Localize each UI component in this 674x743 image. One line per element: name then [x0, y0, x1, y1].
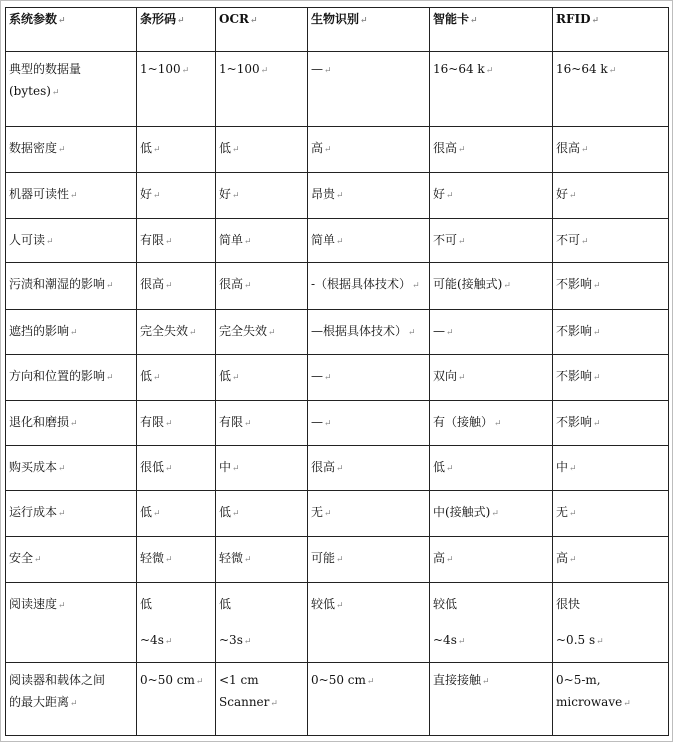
cell-text: 低 — [219, 597, 232, 611]
cell-text: -（根据具体技术） — [311, 277, 412, 291]
cell-text: 不影响 — [556, 324, 593, 338]
paragraph-mark-icon: ↵ — [324, 145, 332, 155]
paragraph-mark-icon: ↵ — [446, 464, 454, 474]
table-cell — [137, 310, 216, 355]
table-cell — [553, 52, 669, 127]
cell-text: Scanner — [219, 695, 270, 709]
table-body — [6, 52, 669, 736]
cell-text: — — [311, 62, 323, 76]
cell-text: 中(接触式) — [433, 505, 491, 519]
paragraph-mark-icon: ↵ — [270, 699, 278, 709]
table-header — [6, 8, 669, 52]
row-label-cell — [6, 310, 137, 355]
cell-text: 很高 — [556, 141, 581, 155]
table-row — [6, 446, 669, 491]
table-cell — [308, 263, 430, 310]
table-cell — [553, 263, 669, 310]
cell-text: 无 — [556, 505, 569, 519]
paragraph-mark-icon: ↵ — [324, 509, 332, 519]
table-row — [6, 173, 669, 219]
paragraph-mark-icon: ↵ — [485, 66, 494, 76]
paragraph-mark-icon: ↵ — [243, 637, 252, 647]
paragraph-mark-icon: ↵ — [458, 237, 466, 247]
paragraph-mark-icon: ↵ — [593, 419, 601, 429]
paragraph-mark-icon: ↵ — [593, 373, 601, 383]
table-row — [6, 401, 669, 446]
row-label-cell — [6, 355, 137, 401]
paragraph-mark-icon: ↵ — [446, 555, 454, 565]
cell-text: 双向 — [433, 369, 458, 383]
table-cell — [137, 663, 216, 736]
cell-text: 16~64 k — [433, 62, 485, 76]
header-row — [6, 8, 669, 52]
table-cell — [553, 663, 669, 736]
cell-text: 轻微 — [140, 551, 165, 565]
paragraph-mark-icon: ↵ — [324, 373, 332, 383]
cell-text: 高 — [556, 551, 569, 565]
table-cell — [553, 173, 669, 219]
paragraph-mark-icon: ↵ — [408, 328, 416, 338]
cell-text: 退化和磨损 — [9, 415, 70, 429]
cell-text: — — [311, 415, 323, 429]
cell-text: 很高 — [140, 277, 165, 291]
row-label-cell — [6, 663, 137, 736]
paragraph-mark-icon: ↵ — [70, 419, 78, 429]
table-cell — [553, 127, 669, 173]
cell-text: 数据密度 — [9, 141, 58, 155]
table-cell — [430, 663, 553, 736]
cell-text: 可能 — [311, 551, 336, 565]
table-row — [6, 355, 669, 401]
cell-text: 不可 — [433, 233, 458, 247]
table-cell — [553, 310, 669, 355]
cell-text: 直接接触 — [433, 673, 482, 687]
cell-text: 低 — [219, 505, 232, 519]
cell-text: 阅读器和载体之间 — [9, 673, 106, 687]
paragraph-mark-icon: ↵ — [569, 464, 577, 474]
header-cell: 智能卡↵ — [430, 8, 553, 52]
comparison-table — [5, 7, 669, 736]
cell-text: 遮挡的影响 — [9, 324, 70, 338]
cell-text: 可能(接触式) — [433, 277, 503, 291]
paragraph-mark-icon: ↵ — [336, 237, 344, 247]
table-cell — [216, 173, 308, 219]
table-cell — [308, 537, 430, 583]
paragraph-mark-icon: ↵ — [153, 509, 161, 519]
table-cell — [137, 446, 216, 491]
paragraph-mark-icon: ↵ — [260, 66, 269, 76]
table-row — [6, 52, 669, 127]
cell-text: 运行成本 — [9, 505, 58, 519]
paragraph-mark-icon: ↵ — [58, 601, 66, 611]
table-cell — [308, 491, 430, 537]
cell-text: 有限 — [140, 415, 165, 429]
cell-text: 有限 — [140, 233, 165, 247]
row-label-cell — [6, 537, 137, 583]
table-row — [6, 310, 669, 355]
cell-text: 昂贵 — [311, 187, 336, 201]
paragraph-mark-icon: ↵ — [569, 191, 577, 201]
header-cell: 生物识别↵ — [308, 8, 430, 52]
cell-text: 较低 — [311, 597, 336, 611]
cell-text: 很高 — [311, 460, 336, 474]
table-cell — [430, 401, 553, 446]
table-cell — [308, 127, 430, 173]
row-label-cell — [6, 127, 137, 173]
cell-text: 完全失效 — [219, 324, 268, 338]
row-label-cell — [6, 491, 137, 537]
paragraph-mark-icon: ↵ — [232, 464, 240, 474]
paragraph-mark-icon: ↵ — [482, 677, 490, 687]
paragraph-mark-icon: ↵ — [106, 373, 114, 383]
table-cell — [137, 401, 216, 446]
table-cell — [553, 446, 669, 491]
row-label-cell — [6, 173, 137, 219]
cell-text: 简单 — [311, 233, 336, 247]
paragraph-mark-icon: ↵ — [569, 555, 577, 565]
table-cell — [308, 663, 430, 736]
paragraph-mark-icon: ↵ — [189, 328, 197, 338]
paragraph-mark-icon: ↵ — [268, 328, 276, 338]
paragraph-mark-icon: ↵ — [457, 637, 466, 647]
cell-text: 低 — [433, 460, 446, 474]
paragraph-mark-icon: ↵ — [153, 373, 161, 383]
cell-text: 低 — [140, 369, 153, 383]
table-cell — [137, 537, 216, 583]
table-cell — [553, 219, 669, 263]
cell-text: 很低 — [140, 460, 165, 474]
cell-text: — — [311, 369, 323, 383]
table-cell — [308, 401, 430, 446]
paragraph-mark-icon: ↵ — [491, 509, 499, 519]
cell-text: 不影响 — [556, 415, 593, 429]
table-row — [6, 263, 669, 310]
cell-text: 不影响 — [556, 277, 593, 291]
cell-text: 0~5-m, — [556, 673, 601, 687]
table-cell — [216, 537, 308, 583]
table-row — [6, 583, 669, 663]
cell-text: ~4s — [140, 633, 164, 647]
table-cell — [430, 173, 553, 219]
paragraph-mark-icon: ↵ — [195, 677, 204, 687]
table-cell — [553, 537, 669, 583]
header-cell: RFID↵ — [553, 8, 669, 52]
cell-text: 高 — [311, 141, 324, 155]
table-cell — [137, 263, 216, 310]
cell-text: 好 — [140, 187, 153, 201]
cell-text: 无 — [311, 505, 324, 519]
paragraph-mark-icon: ↵ — [232, 145, 240, 155]
cell-text: 1~100 — [219, 62, 260, 76]
paragraph-mark-icon: ↵ — [153, 145, 161, 155]
cell-text: 高 — [433, 551, 446, 565]
row-label-cell — [6, 263, 137, 310]
paragraph-mark-icon: ↵ — [581, 237, 589, 247]
cell-text: 阅读速度 — [9, 597, 58, 611]
paragraph-mark-icon: ↵ — [366, 677, 375, 687]
cell-text: ~4s — [433, 633, 457, 647]
cell-text: 轻微 — [219, 551, 244, 565]
paragraph-mark-icon: ↵ — [58, 509, 66, 519]
paragraph-mark-icon: ↵ — [46, 237, 54, 247]
paragraph-mark-icon: ↵ — [503, 281, 511, 291]
table-cell — [216, 355, 308, 401]
table-cell — [137, 491, 216, 537]
cell-text: 安全 — [9, 551, 34, 565]
paragraph-mark-icon: ↵ — [446, 191, 454, 201]
paragraph-mark-icon: ↵ — [608, 66, 617, 76]
table-cell — [216, 583, 308, 663]
paragraph-mark-icon: ↵ — [494, 419, 502, 429]
cell-text: ~0.5 s — [556, 633, 596, 647]
table-cell — [553, 355, 669, 401]
paragraph-mark-icon: ↵ — [623, 699, 631, 709]
paragraph-mark-icon: ↵ — [232, 373, 240, 383]
cell-text: 低 — [219, 141, 232, 155]
paragraph-mark-icon: ↵ — [165, 555, 173, 565]
paragraph-mark-icon: ↵ — [412, 281, 420, 291]
table-cell — [430, 537, 553, 583]
paragraph-mark-icon: ↵ — [458, 373, 466, 383]
cell-text: 污渍和潮湿的影响 — [9, 277, 106, 291]
header-cell: 系统参数↵ — [6, 8, 137, 52]
cell-text: 有限 — [219, 415, 244, 429]
table-row — [6, 219, 669, 263]
paragraph-mark-icon: ↵ — [593, 281, 601, 291]
paragraph-mark-icon: ↵ — [58, 464, 66, 474]
table-cell — [553, 491, 669, 537]
cell-text: <1 cm — [219, 673, 259, 687]
table-cell — [308, 355, 430, 401]
paragraph-mark-icon: ↵ — [70, 328, 78, 338]
paragraph-mark-icon: ↵ — [458, 145, 466, 155]
cell-text: 中 — [556, 460, 569, 474]
paragraph-mark-icon: ↵ — [596, 637, 604, 647]
row-label-cell — [6, 52, 137, 127]
cell-text: 方向和位置的影响 — [9, 369, 106, 383]
table-cell — [216, 219, 308, 263]
cell-text: 机器可读性 — [9, 187, 70, 201]
paragraph-mark-icon: ↵ — [165, 237, 173, 247]
paragraph-mark-icon: ↵ — [581, 145, 589, 155]
cell-text: microwave — [556, 695, 623, 709]
cell-text: 0~50 cm — [311, 673, 366, 687]
paragraph-mark-icon: ↵ — [244, 419, 252, 429]
row-label-cell — [6, 583, 137, 663]
paragraph-mark-icon: ↵ — [51, 88, 60, 98]
cell-text: 0~50 cm — [140, 673, 195, 687]
table-cell — [308, 173, 430, 219]
paragraph-mark-icon: ↵ — [324, 419, 332, 429]
line-gap — [556, 615, 665, 629]
table-cell — [137, 355, 216, 401]
table-cell — [430, 52, 553, 127]
paragraph-mark-icon: ↵ — [244, 237, 252, 247]
table-cell — [430, 310, 553, 355]
table-cell — [308, 310, 430, 355]
table-cell — [137, 173, 216, 219]
cell-text: —根据具体技术） — [311, 324, 408, 338]
table-row — [6, 537, 669, 583]
cell-text: 中 — [219, 460, 232, 474]
table-cell — [430, 219, 553, 263]
paragraph-mark-icon: ↵ — [569, 509, 577, 519]
paragraph-mark-icon: ↵ — [165, 419, 173, 429]
cell-text: 很快 — [556, 597, 581, 611]
table-cell — [216, 401, 308, 446]
paragraph-mark-icon: ↵ — [106, 281, 114, 291]
row-label-cell — [6, 446, 137, 491]
table-row — [6, 127, 669, 173]
table-cell — [308, 52, 430, 127]
cell-text: 较低 — [433, 597, 458, 611]
table-cell — [430, 355, 553, 401]
table-cell — [216, 52, 308, 127]
row-label-cell — [6, 219, 137, 263]
cell-text: 16~64 k — [556, 62, 608, 76]
cell-text: — — [433, 324, 445, 338]
row-label-cell — [6, 401, 137, 446]
header-cell: 条形码↵ — [137, 8, 216, 52]
table-cell — [430, 491, 553, 537]
paragraph-mark-icon: ↵ — [336, 555, 344, 565]
cell-text: 好 — [433, 187, 446, 201]
paragraph-mark-icon: ↵ — [153, 191, 161, 201]
cell-text: 完全失效 — [140, 324, 189, 338]
table-cell — [553, 401, 669, 446]
table-cell — [308, 583, 430, 663]
paragraph-mark-icon: ↵ — [324, 66, 332, 76]
cell-text: 很高 — [219, 277, 244, 291]
table-row — [6, 491, 669, 537]
table-cell — [216, 663, 308, 736]
cell-text: 购买成本 — [9, 460, 58, 474]
paragraph-mark-icon: ↵ — [232, 509, 240, 519]
table-cell — [430, 583, 553, 663]
paragraph-mark-icon: ↵ — [165, 464, 173, 474]
cell-text: 1~100 — [140, 62, 181, 76]
table-row — [6, 663, 669, 736]
table-cell — [308, 219, 430, 263]
table-cell — [137, 219, 216, 263]
paragraph-mark-icon: ↵ — [244, 281, 252, 291]
paragraph-mark-icon: ↵ — [165, 281, 173, 291]
cell-text: 好 — [219, 187, 232, 201]
paragraph-mark-icon: ↵ — [446, 328, 454, 338]
cell-text: 好 — [556, 187, 569, 201]
paragraph-mark-icon: ↵ — [70, 699, 78, 709]
table-cell — [216, 310, 308, 355]
cell-text: 低 — [219, 369, 232, 383]
table-cell — [137, 583, 216, 663]
cell-text: 不影响 — [556, 369, 593, 383]
table-cell — [216, 491, 308, 537]
line-gap — [219, 615, 304, 629]
cell-text: 低 — [140, 141, 153, 155]
paragraph-mark-icon: ↵ — [70, 191, 78, 201]
cell-text: ~3s — [219, 633, 243, 647]
cell-text: (bytes) — [9, 84, 51, 98]
paragraph-mark-icon: ↵ — [593, 328, 601, 338]
cell-text: 简单 — [219, 233, 244, 247]
table-cell — [308, 446, 430, 491]
table-cell — [430, 263, 553, 310]
cell-text: 不可 — [556, 233, 581, 247]
paragraph-mark-icon: ↵ — [232, 191, 240, 201]
table-cell — [137, 52, 216, 127]
table-cell — [216, 446, 308, 491]
paragraph-mark-icon: ↵ — [58, 145, 66, 155]
cell-text: 有（接触） — [433, 415, 494, 429]
line-gap — [140, 615, 212, 629]
table-cell — [430, 127, 553, 173]
line-gap — [433, 615, 549, 629]
paragraph-mark-icon: ↵ — [336, 601, 344, 611]
table-cell — [553, 583, 669, 663]
cell-text: 的最大距离 — [9, 695, 70, 709]
paragraph-mark-icon: ↵ — [244, 555, 252, 565]
table-cell — [216, 127, 308, 173]
table-cell — [216, 263, 308, 310]
cell-text: 低 — [140, 597, 153, 611]
paragraph-mark-icon: ↵ — [336, 191, 344, 201]
paragraph-mark-icon: ↵ — [181, 66, 190, 76]
cell-text: 低 — [140, 505, 153, 519]
paragraph-mark-icon: ↵ — [336, 464, 344, 474]
cell-text: 典型的数据量 — [9, 62, 82, 76]
paragraph-mark-icon: ↵ — [34, 555, 42, 565]
header-cell: OCR↵ — [216, 8, 308, 52]
cell-text: 很高 — [433, 141, 458, 155]
paragraph-mark-icon: ↵ — [164, 637, 173, 647]
table-cell — [430, 446, 553, 491]
table-cell — [137, 127, 216, 173]
cell-text: 人可读 — [9, 233, 46, 247]
